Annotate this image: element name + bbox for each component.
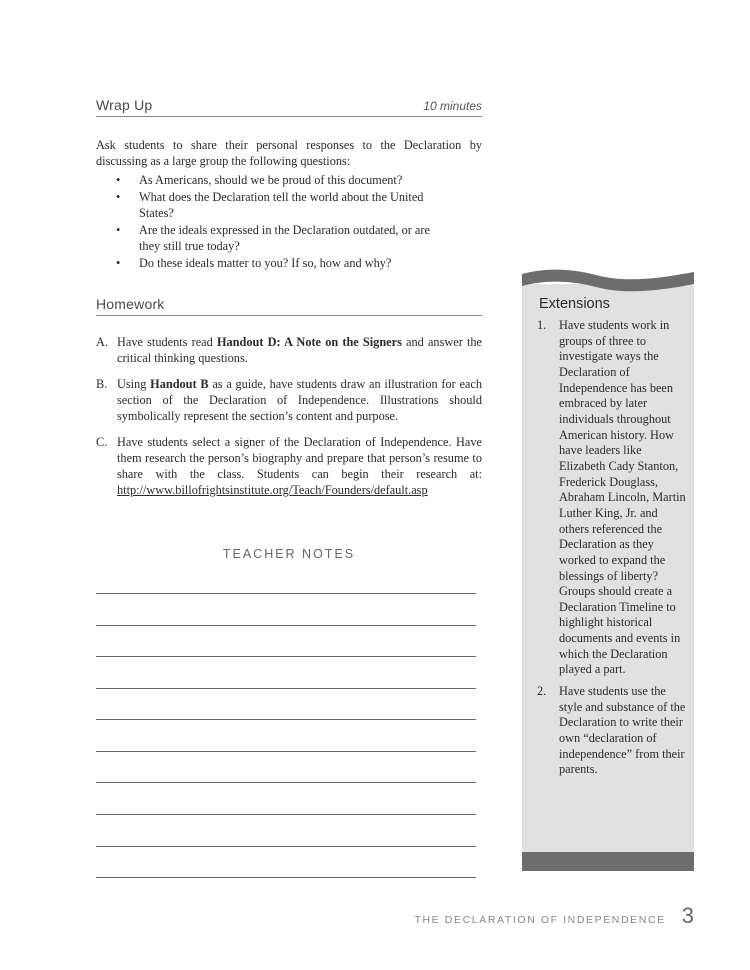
bullet-icon: • [116,256,121,270]
footer-title: THE DECLARATION OF INDEPENDENCE [414,914,666,926]
wrap-up-header [96,97,482,117]
teacher-notes-title: TEACHER NOTES [222,547,356,561]
page-number: 3 [681,903,694,928]
note-line [96,877,476,878]
note-line [96,688,476,689]
note-line [96,719,476,720]
founders-link[interactable]: http://www.billofrightsinstitute.org/Teach/Founders/default.asp [117,483,428,497]
extension-item-1: 1. Have students work in groups of three to investigate ways the Declaration of Independence has been embraced by later individuals throughout American history. How have leaders like Elizabeth Cady Stanton, Frederick Douglass, Abraham Lincoln, Martin Luther King, Jr. and others referenced the Declaration as they worked to expand the blessings of liberty? Groups should create a Declaration Timeline to highlight historical documents and events in which the Declaration played a part. [537,318,686,677]
homework-item-c: C. Have students select a signer of the Declaration of Independence. Have them research the person’s biography and prepare that person’s resume to share with the class. Students can begin their research at: http://www.billofrightsinstitute.org/Teach/Founders/default.asp [96,435,482,497]
bullet-icon: • [116,223,121,237]
note-line [96,814,476,815]
extensions-title: Extensions [539,296,610,312]
homework-title: Homework [96,296,165,312]
list-item: • Do these ideals matter to you? If so, how and why? [116,256,392,270]
note-line [96,593,476,594]
wrap-up-title: Wrap Up [96,97,153,113]
list-item: • As Americans, should we be proud of this document? [116,173,403,187]
wrap-up-question-list [96,172,482,272]
note-line [96,751,476,752]
extensions-sidebar [522,266,694,871]
list-item: • Are the ideals expressed in the Declaration outdated, or are they still true today? [116,223,430,253]
note-line [96,782,476,783]
note-line [96,656,476,657]
note-line [96,846,476,847]
bullet-icon: • [116,190,121,204]
homework-list [96,334,482,508]
homework-header [96,296,482,316]
sidebar-wave-icon [522,266,694,296]
extension-item-2: 2. Have students use the style and substance of the Declaration to write their own “declaration of independence” from their parents. [537,684,686,777]
wrap-up-intro: Ask students to share their personal responses to the Declaration by discussing as a large group the following questions: [96,138,482,168]
bullet-icon: • [116,173,121,187]
list-item: • What does the Declaration tell the world about the United States? [116,190,424,220]
page-footer [414,903,694,929]
wrap-up-time: 10 minutes [423,99,482,113]
extensions-list [537,318,687,784]
note-line [96,625,476,626]
sidebar-footer-bar [522,852,694,871]
homework-item-b: B. Using Handout B as a guide, have students draw an illustration for each section of the Declaration of Independence. Illustrations should symbolically represent the section’s content and purpose. [96,377,482,423]
homework-item-a: A. Have students read Handout D: A Note on the Signers and answer the critical thinking questions. [96,335,483,365]
